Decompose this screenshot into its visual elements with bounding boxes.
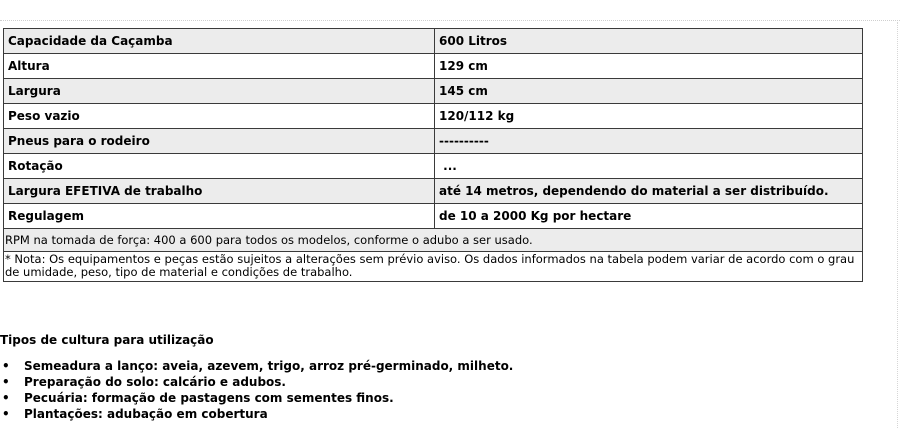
spec-value: de 10 a 2000 Kg por hectare: [435, 204, 863, 229]
rpm-note: RPM na tomada de força: 400 a 600 para todos os modelos, conforme o adubo a ser usado.: [4, 229, 863, 252]
table-row: [4, 179, 863, 204]
list-item: [0, 390, 513, 406]
spec-label: Regulagem: [4, 204, 435, 229]
list-item-text: Semeadura a lanço: aveia, azevem, trigo, arroz pré-germinado, milheto.: [24, 359, 514, 373]
list-item: [0, 358, 513, 374]
list-item-text: Plantações: adubação em cobertura: [24, 407, 268, 421]
table-row: [4, 79, 863, 104]
table-row: [4, 54, 863, 79]
section-title: Tipos de cultura para utilização: [0, 333, 214, 347]
spec-value: ...: [435, 154, 863, 179]
spec-value: 120/112 kg: [435, 104, 863, 129]
spec-value: 145 cm: [435, 79, 863, 104]
right-dotted-divider: [897, 22, 898, 428]
specs-table: [3, 28, 863, 282]
spec-label: Altura: [4, 54, 435, 79]
list-item: [0, 406, 513, 422]
table-row: [4, 154, 863, 179]
disclaimer-note: * Nota: Os equipamentos e peças estão sujeitos a alterações sem prévio aviso. Os dados informados na tabela podem variar de acordo com o grau de umidade, peso, tipo de material e condições de trabalho.: [4, 252, 863, 282]
spec-label: Capacidade da Caçamba: [4, 29, 435, 54]
top-dotted-divider: [0, 20, 900, 21]
table-row: [4, 29, 863, 54]
culture-list: [0, 358, 513, 422]
bullet-icon: •: [2, 407, 10, 421]
spec-label: Pneus para o rodeiro: [4, 129, 435, 154]
list-item-text: Pecuária: formação de pastagens com sementes finos.: [24, 391, 394, 405]
table-row: [4, 229, 863, 252]
bullet-icon: •: [2, 375, 10, 389]
spec-label: Rotação: [4, 154, 435, 179]
table-row: [4, 204, 863, 229]
spec-value: até 14 metros, dependendo do material a ser distribuído.: [435, 179, 863, 204]
table-row: [4, 129, 863, 154]
spec-label: Largura: [4, 79, 435, 104]
spec-value: ----------: [435, 129, 863, 154]
table-row: [4, 104, 863, 129]
table-row: [4, 252, 863, 282]
spec-value: 600 Litros: [435, 29, 863, 54]
spec-label: Largura EFETIVA de trabalho: [4, 179, 435, 204]
bullet-icon: •: [2, 359, 10, 373]
spec-value: 129 cm: [435, 54, 863, 79]
list-item-text: Preparação do solo: calcário e adubos.: [24, 375, 286, 389]
spec-label: Peso vazio: [4, 104, 435, 129]
bullet-icon: •: [2, 391, 10, 405]
list-item: [0, 374, 513, 390]
